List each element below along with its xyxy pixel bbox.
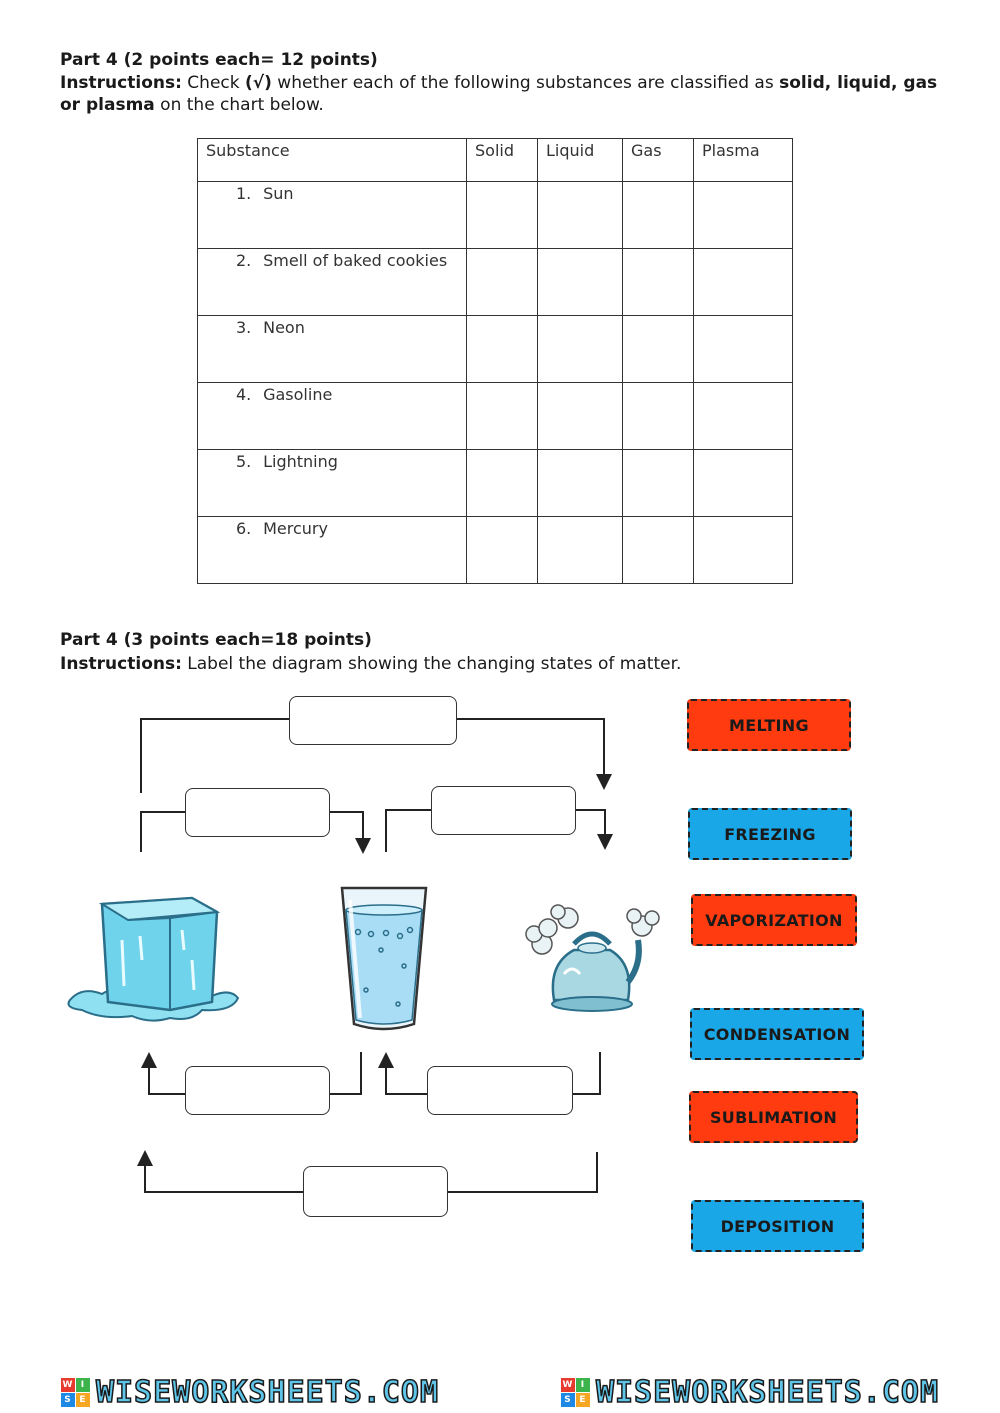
row-number: 2. [236,251,252,270]
watermark-text: WISEWORKSHEETS.COM [95,1375,440,1410]
logo-letter: I [576,1378,590,1392]
connector-arrow [456,719,604,782]
part-b-heading: Part 4 (3 points each=18 points) [60,630,372,650]
substance-name: Sun [263,184,294,203]
header-plasma: Plasma [694,139,793,182]
substance-name: Mercury [263,519,328,538]
connector-arrow [149,1060,186,1094]
row-number: 5. [236,452,252,471]
logo-letter: W [562,1380,574,1390]
connector-line [141,719,290,793]
connector-line [386,810,432,852]
instructions-label: Instructions: [60,654,182,674]
label-condensation[interactable]: CONDENSATION [690,1008,864,1060]
watermark [61,1375,439,1410]
label-melting[interactable]: MELTING [687,699,851,751]
instr-text: Label the diagram showing the changing states of matter. [181,654,682,674]
label-freezing[interactable]: FREEZING [688,808,852,860]
answer-box-top[interactable] [289,696,457,745]
watermark-text: WISEWORKSHEETS.COM [595,1375,940,1410]
part-a-heading: Part 4 (2 points each= 12 points) [60,50,378,70]
logo-letter: S [561,1393,575,1407]
substance-name: Gasoline [263,385,333,404]
answer-box-solid-liquid[interactable] [185,788,330,837]
instr-text: Check [181,73,245,93]
connector-arrow [329,812,363,846]
logo-letter: W [62,1380,74,1390]
row-number: 6. [236,519,252,538]
label-vaporization[interactable]: VAPORIZATION [691,894,857,946]
label-deposition[interactable]: DEPOSITION [691,1200,864,1252]
header-substance: Substance [198,139,467,182]
instr-text: whether each of the following substances are classified as [271,73,780,93]
logo-letter: E [76,1393,90,1407]
substance-name: Lightning [263,452,338,471]
connector-arrow [386,1060,428,1094]
ice-cube-image [62,890,242,1030]
check-mark: (√) [245,73,272,93]
connector-arrow [145,1158,304,1192]
connector-line [328,1052,361,1094]
instructions-label: Instructions: [60,73,182,93]
connector-line [572,1052,600,1094]
row-number: 3. [236,318,252,337]
row-number: 4. [236,385,252,404]
header-gas: Gas [623,139,694,182]
logo-letter: I [76,1378,90,1392]
answer-box-bottom[interactable] [303,1166,448,1217]
substance-name: Neon [263,318,305,337]
answer-box-liquid-gas[interactable] [431,786,576,835]
logo-icon [61,1378,90,1407]
answer-box-gas-liquid[interactable] [427,1066,573,1115]
header-liquid: Liquid [538,139,623,182]
logo-icon [561,1378,590,1407]
header-solid: Solid [467,139,538,182]
answer-box-liquid-solid[interactable] [185,1066,330,1115]
connector-line [448,1152,597,1192]
substance-name: Smell of baked cookies [263,251,448,270]
connector-line [141,812,186,852]
logo-letter: E [576,1393,590,1407]
row-number: 1. [236,184,252,203]
glass-of-water-image [336,880,432,1036]
label-sublimation[interactable]: SUBLIMATION [689,1091,858,1143]
states-list: solid, liquid, gas or plasma [60,73,938,115]
instr-text: on the chart below. [154,95,324,115]
steaming-kettle-image [524,904,664,1016]
watermark [561,1375,939,1410]
footer-watermark [0,1372,1000,1413]
connector-arrow [575,810,605,842]
logo-letter: S [61,1393,75,1407]
